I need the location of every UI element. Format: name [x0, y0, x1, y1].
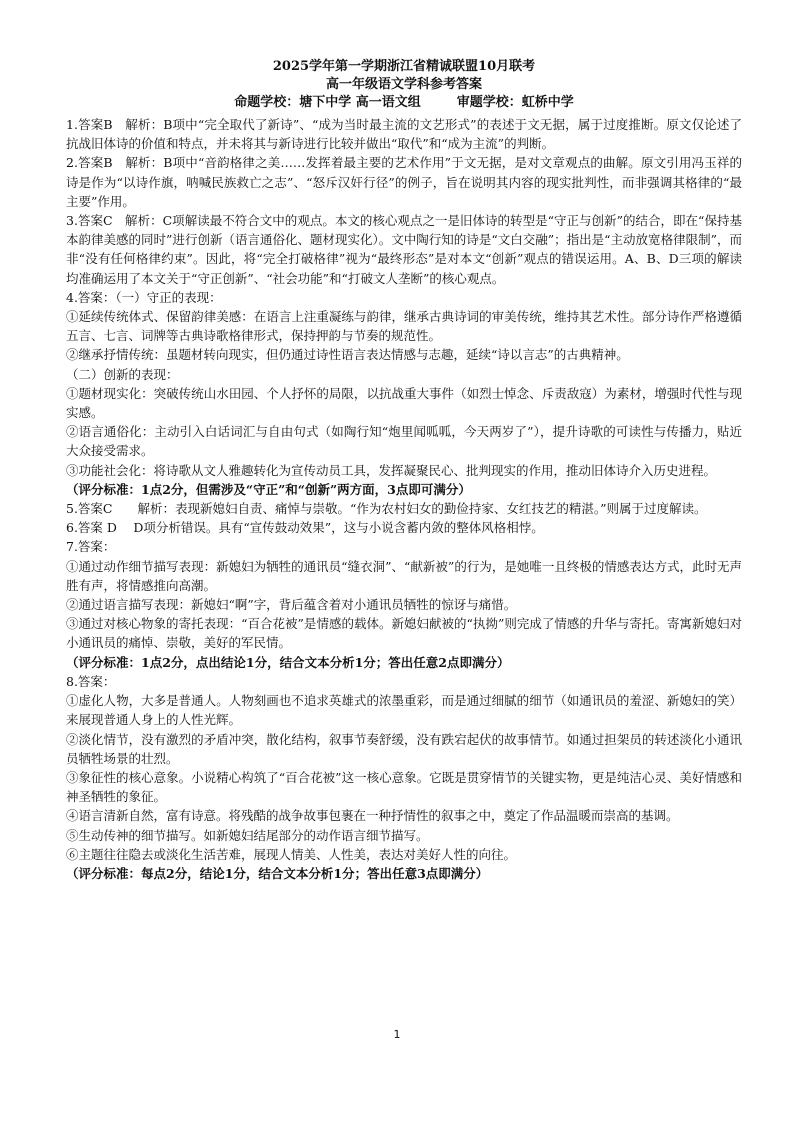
document-subtitle: 高一年级语文学科参考答案 [325, 77, 482, 92]
scoring-standard: （评分标准：1点2分，但需涉及“守正”和“创新”两方面，3点即可满分） [66, 481, 471, 497]
school-info [66, 94, 742, 112]
setter-school: 命题学校：塘下中学 高一语文组 [234, 95, 421, 110]
answer-paragraph: ②通过语言描写表现：新媳妇“啊”字，背后蕴含着对小通讯员牺牲的惊讶与痛惜。 [66, 597, 517, 613]
answer-paragraph: 5.答案C 解析：表现新媳妇自责、痛悼与崇敬。“作为农村妇女的勤俭持家、女红技艺的精湛。”则属于过度解读。 [66, 501, 707, 517]
answer-paragraph: 1.答案B 解析：B项中“完全取代了新诗”、“成为当时最主流的文艺形式”的表述于文无据，属于过度推断。原文仅论述了抗战旧体诗的价值和特点，并未将其与新诗进行比较并做出“取代”和“成为主流”的判断。 [66, 117, 742, 152]
answer-paragraph: 2.答案B 解析：B项中“音韵格律之美……发挥着最主要的艺术作用”于文无据，是对文章观点的曲解。原文引用冯玉祥的诗是作为“以诗作旗，呐喊民族救亡之志”、“怒斥汉奸行径”的例子，旨在说明其内容的现实批判性，而非强调其格律的“最主要”作用。 [66, 155, 742, 209]
answer-sheet [66, 58, 742, 883]
reviewer-school: 审题学校：虹桥中学 [456, 95, 574, 110]
answer-paragraph: ③象征性的核心意象。小说精心构筑了“百合花被”这一核心意象。它既是贯穿情节的关键实物，更是纯洁心灵、美好情感和神圣牺牲的象征。 [66, 769, 742, 805]
answer-paragraph: ②语言通俗化：主动引入白话词汇与自由句式（如陶行知“炮里闻呱呱，今天两岁了”），提升诗歌的可读性与传播力，贴近大众接受需求。 [66, 424, 742, 459]
answer-paragraph: 6.答案 D D项分析错误。具有“宣传鼓动效果”，这与小说含蓄内敛的整体风格相悖。 [66, 520, 544, 536]
answer-paragraph: 3.答案C 解析：C项解读最不符合文中的观点。本文的核心观点之一是旧体诗的转型是“守正与创新”的结合，即在“保持基本韵律美感的同时”进行创新（语言通俗化、题材现实化）。文中陶行知的诗是“文白交融”；指出是“主动放宽格律限制”，而非“没有任何格律约束”。因此，将“完全打破格律”视为“最终形态”是对本文“创新”观点的错误运用。A、B、D三项的解读均准确运用了本文关于“守正创新”、“社会功能”和“打破文人垄断”的核心观点。 [66, 213, 742, 286]
answer-paragraph: 7.答案： [66, 539, 116, 555]
page-number: 1 [393, 1028, 401, 1041]
scoring-standard: （评分标准：每点2分，结论1分，结合文本分析1分；答出任意3点即满分） [66, 865, 489, 881]
answer-content [66, 115, 742, 883]
document-header [66, 58, 742, 112]
answer-paragraph: ①题材现实化：突破传统山水田园、个人抒怀的局限，以抗战重大事件（如烈士悼念、斥责敌寇）为素材，增强时代性与现实感。 [66, 385, 742, 421]
answer-paragraph: ①通过动作细节描写表现：新媳妇为牺牲的通讯员“缝衣洞”、“献新被”的行为，是她唯一且终极的情感表达方式，此时无声胜有声，将情感推向高潮。 [66, 558, 742, 593]
document-title: 2025学年第一学期浙江省精诚联盟10月联考 [272, 59, 536, 74]
answer-paragraph: 4.答案：（一）守正的表现： [66, 289, 222, 305]
answer-paragraph: 8.答案： [66, 673, 116, 689]
answer-paragraph: ③功能社会化：将诗歌从文人雅趣转化为宣传动员工具，发挥凝聚民心、批判现实的作用，推动旧体诗介入历史进程。 [66, 462, 717, 478]
answer-paragraph: ①延续传统体式、保留韵律美感：在语言上注重凝练与韵律，继承古典诗词的审美传统，维持其艺术性。部分诗作严格遵循五言、七言、词牌等古典诗歌格律形式，保持押韵与节奏的规范性。 [66, 309, 742, 344]
answer-paragraph: ②继承抒情传统：虽题材转向现实，但仍通过诗性语言表达情感与志趣，延续“诗以言志”的古典精神。 [66, 347, 629, 363]
scoring-standard: （评分标准：1点2分，点出结论1分，结合文本分析1分；答出任意2点即满分） [66, 654, 510, 670]
answer-paragraph: ②淡化情节，没有激烈的矛盾冲突，散化结构，叙事节奏舒缓，没有跌宕起伏的故事情节。如通过担架员的转述淡化小通讯员牺牲场景的壮烈。 [66, 731, 742, 766]
answer-paragraph: ④语言清新自然，富有诗意。将残酷的战争故事包裹在一种抒情性的叙事之中，奠定了作品温暖而崇高的基调。 [66, 808, 679, 824]
answer-paragraph: ⑥主题往往隐去或淡化生活苦难，展现人情美、人性美，表达对美好人性的向往。 [66, 846, 517, 862]
answer-paragraph: ③通过对核心物象的寄托表现：“百合花被”是情感的载体。新媳妇献被的“执拗”则完成了情感的升华与寄托。寄寓新媳妇对小通讯员的痛悼、崇敬，美好的军民情。 [66, 616, 742, 651]
answer-paragraph: ⑤生动传神的细节描写。如新媳妇结尾部分的动作语言细节描写。 [66, 827, 429, 843]
answer-paragraph: ①虚化人物，大多是普通人。人物刻画也不追求英雄式的浓墨重彩，而是通过细腻的细节（如通讯员的羞涩、新媳妇的笑）来展现普通人身上的人性光辉。 [66, 693, 742, 728]
answer-paragraph: （二）创新的表现： [66, 366, 179, 382]
